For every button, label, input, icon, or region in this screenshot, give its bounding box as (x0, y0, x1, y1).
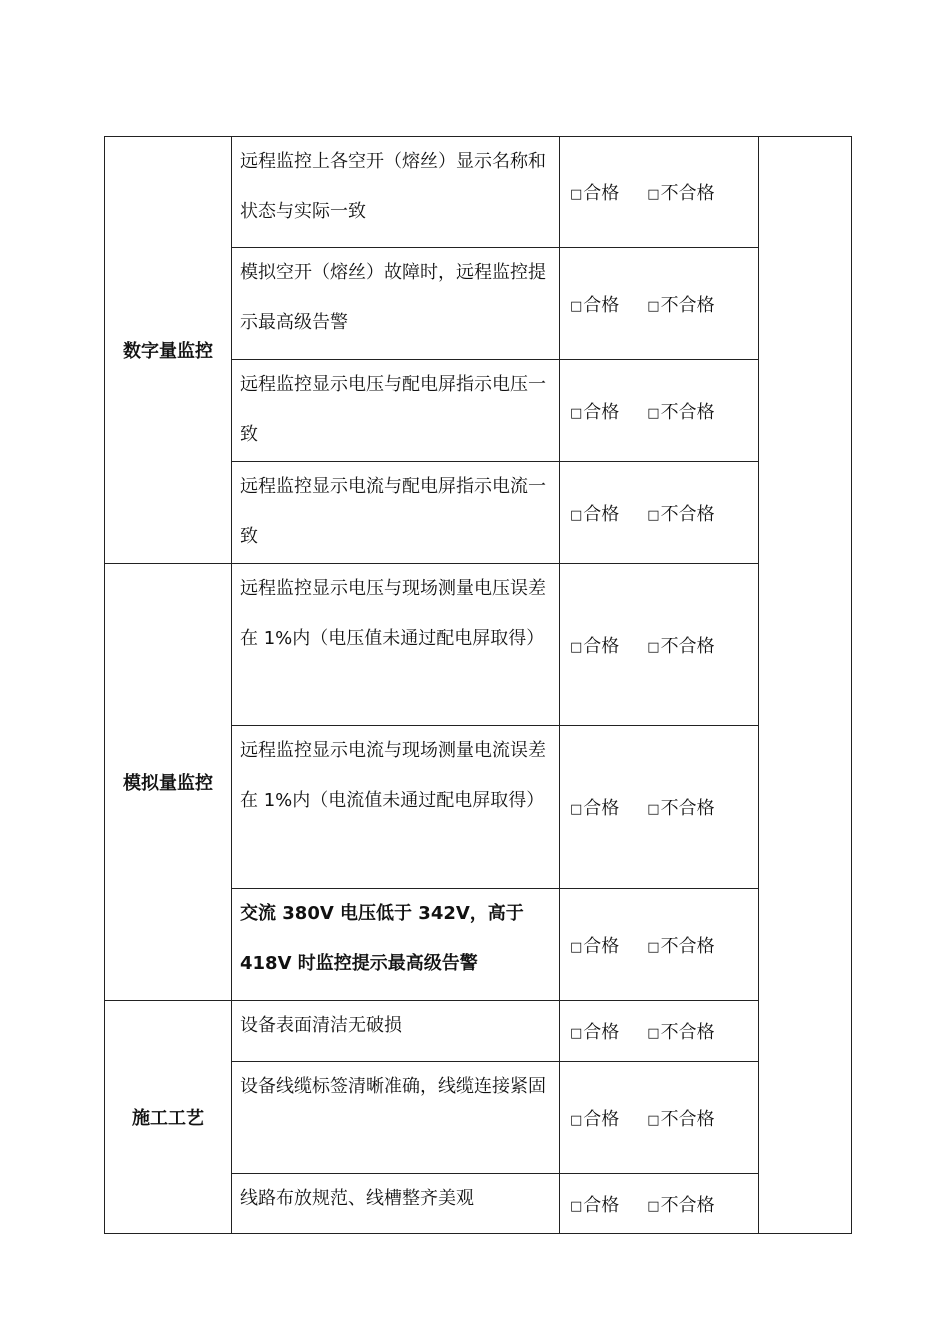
result-options (560, 462, 759, 564)
item-text: 设备线缆标签清晰准确，线缆连接紧固 (232, 1062, 560, 1174)
fail-label: 不合格 (660, 183, 715, 204)
table-row (105, 1001, 852, 1062)
fail-checkbox[interactable] (647, 1018, 714, 1044)
category-construction: 施工工艺 (105, 1001, 232, 1234)
checkbox-icon[interactable]: □ (570, 1026, 583, 1041)
checkbox-icon[interactable]: □ (570, 639, 583, 655)
table-row (105, 564, 852, 726)
fail-checkbox[interactable] (647, 179, 714, 205)
fail-checkbox[interactable] (647, 291, 714, 317)
result-options (560, 1174, 759, 1234)
category-digital-monitoring: 数字量监控 (105, 137, 232, 564)
checkbox-icon[interactable]: □ (570, 939, 583, 955)
pass-label: 合格 (583, 294, 620, 316)
fail-label: 不合格 (660, 401, 715, 423)
checkbox-icon[interactable]: □ (570, 507, 583, 523)
checkbox-icon[interactable]: □ (647, 1198, 660, 1214)
fail-label: 不合格 (660, 798, 715, 819)
fail-checkbox[interactable] (647, 1105, 714, 1131)
pass-label: 合格 (583, 1022, 620, 1043)
result-options (560, 1062, 759, 1174)
pass-checkbox[interactable] (570, 1105, 619, 1131)
item-text: 远程监控显示电流与现场测量电流误差在 1%内（电流值未通过配电屏取得） (232, 726, 560, 889)
fail-label: 不合格 (660, 1194, 715, 1216)
pass-label: 合格 (583, 183, 620, 204)
checkbox-icon[interactable]: □ (647, 639, 660, 655)
pass-checkbox[interactable] (570, 291, 619, 317)
pass-checkbox[interactable] (570, 794, 619, 820)
pass-label: 合格 (583, 935, 620, 957)
item-text: 设备表面清洁无破损 (232, 1001, 560, 1062)
pass-label: 合格 (583, 1108, 620, 1130)
fail-checkbox[interactable] (647, 932, 714, 958)
pass-checkbox[interactable] (570, 932, 619, 958)
pass-label: 合格 (583, 503, 620, 525)
pass-label: 合格 (583, 635, 620, 657)
fail-checkbox[interactable] (647, 398, 714, 424)
item-text: 模拟空开（熔丝）故障时，远程监控提示最高级告警 (232, 248, 560, 360)
checkbox-icon[interactable]: □ (570, 802, 583, 817)
checkbox-icon[interactable]: □ (647, 939, 660, 955)
fail-label: 不合格 (660, 1022, 715, 1043)
pass-label: 合格 (583, 798, 620, 819)
item-text: 远程监控显示电流与配电屏指示电流一致 (232, 462, 560, 564)
result-options (560, 564, 759, 726)
checkbox-icon[interactable]: □ (570, 298, 583, 314)
pass-checkbox[interactable] (570, 1191, 619, 1217)
item-text: 交流 380V 电压低于 342V，高于 418V 时监控提示最高级告警 (232, 889, 560, 1001)
checkbox-icon[interactable]: □ (647, 507, 660, 523)
fail-label: 不合格 (660, 503, 715, 525)
pass-checkbox[interactable] (570, 1018, 619, 1044)
result-options (560, 360, 759, 462)
result-options (560, 248, 759, 360)
pass-checkbox[interactable] (570, 179, 619, 205)
item-text: 远程监控显示电压与现场测量电压误差在 1%内（电压值未通过配电屏取得） (232, 564, 560, 726)
item-text: 远程监控显示电压与配电屏指示电压一致 (232, 360, 560, 462)
fail-checkbox[interactable] (647, 500, 714, 526)
item-text: 远程监控上各空开（熔丝）显示名称和状态与实际一致 (232, 137, 560, 248)
table-row (105, 137, 852, 248)
checkbox-icon[interactable]: □ (647, 187, 660, 202)
result-options (560, 889, 759, 1001)
checkbox-icon[interactable]: □ (647, 405, 660, 421)
fail-label: 不合格 (660, 294, 715, 316)
pass-label: 合格 (583, 401, 620, 423)
pass-label: 合格 (583, 1194, 620, 1216)
category-analog-monitoring: 模拟量监控 (105, 564, 232, 1001)
fail-label: 不合格 (660, 1108, 715, 1130)
checkbox-icon[interactable]: □ (647, 802, 660, 817)
item-text: 线路布放规范、线槽整齐美观 (232, 1174, 560, 1234)
checkbox-icon[interactable]: □ (647, 298, 660, 314)
result-options (560, 726, 759, 889)
fail-label: 不合格 (660, 935, 715, 957)
pass-checkbox[interactable] (570, 500, 619, 526)
result-options (560, 137, 759, 248)
checkbox-icon[interactable]: □ (647, 1026, 660, 1041)
remarks-cell (759, 137, 852, 1234)
inspection-table (104, 136, 852, 1234)
checkbox-icon[interactable]: □ (570, 405, 583, 421)
checkbox-icon[interactable]: □ (570, 187, 583, 202)
fail-checkbox[interactable] (647, 632, 714, 658)
checkbox-icon[interactable]: □ (570, 1198, 583, 1214)
fail-checkbox[interactable] (647, 1191, 714, 1217)
pass-checkbox[interactable] (570, 398, 619, 424)
fail-checkbox[interactable] (647, 794, 714, 820)
fail-label: 不合格 (660, 635, 715, 657)
checkbox-icon[interactable]: □ (570, 1112, 583, 1128)
checkbox-icon[interactable]: □ (647, 1112, 660, 1128)
pass-checkbox[interactable] (570, 632, 619, 658)
result-options (560, 1001, 759, 1062)
